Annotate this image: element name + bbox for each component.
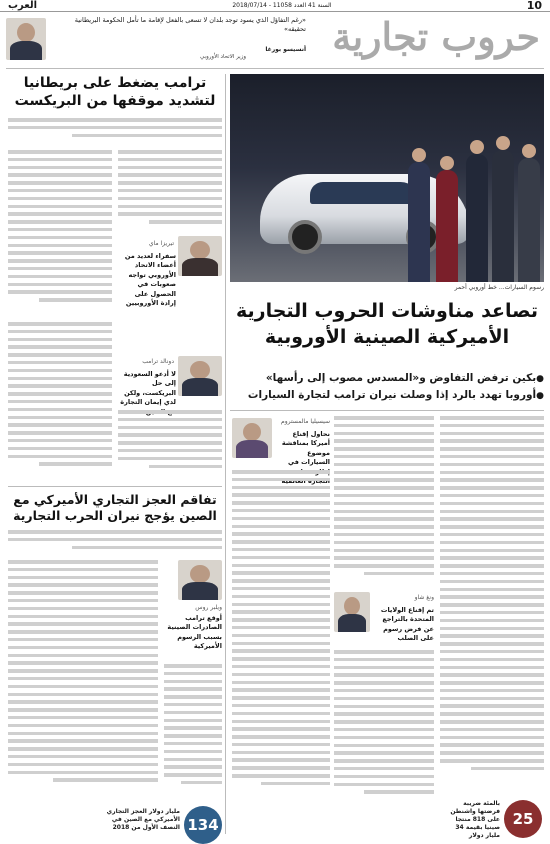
story-deficit-body-2 [164,664,222,802]
stat-badge-25: 25 [504,800,542,838]
story-brexit-lede [8,118,222,146]
story-brexit-headline: ترامب يضغط على بريطانيا لتشديد موقفها من البريكست [14,75,216,110]
quote-author-name: أنسيسو بورغا [265,46,306,53]
theresa-may-portrait [178,236,222,276]
page-number: 10 [526,0,542,12]
top-bar [0,0,550,12]
stat-badge-25-caption: بالمئة ضريبة فرضتها واشنطن على 818 منتجا صينيا بقيمة 34 مليار دولار [450,800,500,840]
main-story-bullets [230,370,544,404]
story-mid-body-2 [118,410,222,480]
story-mid-pull-quote: لا أدعو السعودية إلى حل البريكست، ولكن لدي إيمان التجارة [120,370,176,407]
story-mid-body [8,322,112,480]
main-story-col-1 [440,416,544,790]
column-divider [225,74,226,834]
masthead-quote-text: «رغم التفاؤل الذي يسود توجد بلدان لا تسعى بالفعل لإقامة ما تأمل الحكومة البريطانية تحقيقه» [74,16,306,33]
bullet-item: ● أوروبا تهدد بالرد إذا وصلت نيران ترامب لتجارة السيارات [230,387,544,404]
bullet-item: ● بكين ترفض التفاوض و«المسدس مصوب إلى رأسها» [230,370,544,387]
main-story-col-2b [334,650,434,802]
newspaper-brand: العرب [8,0,38,11]
wilbur-ross-portrait [178,560,222,600]
divider [8,486,222,487]
masthead [0,14,550,66]
story-brexit-col-right [118,150,222,230]
main-story-quote-2: تم إقناع الولايات المتحدة بالتراجع عن فرض رسوم على الصلب [380,606,434,643]
story-brexit-pull-quote: سفراء لعديد من أعضاء الاتحاد الأوروبي تواجه صعوبات في الحصول على إرادة الأوروبيين [124,252,176,308]
story-deficit-pull-quote: أوقع ترامب الصادرات الصينية بسبب الرسوم الأميركية [167,614,222,651]
main-story-col-2 [334,416,434,586]
stat-badge-134-caption: مليار دولار العجز التجاري الأميركي مع الصين في النصف الأول من 2018 [106,808,180,832]
quote-author-portrait [6,18,46,60]
stat-badge-134: 134 [184,806,222,844]
wang-shao-portrait [334,592,370,632]
pull-quote-name-5: سيسيليا مالمستروم [281,418,330,425]
pull-quote-name-4: ونغ شاو [414,594,434,601]
pull-quote-name-3: ويلبر روس [195,604,222,611]
malmstrom-portrait [232,418,272,458]
story-deficit-body [8,560,158,802]
main-story-quote-1: نحاول إقناع أميركا بمناقشة موضوع السيارات في [281,430,330,467]
pull-quote-name-2: دونالد ترامب [142,358,174,365]
divider [230,410,544,411]
story-deficit-lede [8,530,222,552]
masthead-quote [6,16,306,62]
trump-portrait [178,356,222,396]
main-story-headline: تصاعد مناوشات الحروب التجارية الأميركية الصينية الأوروبية [235,300,539,349]
quote-author-role: وزير الاتحاد الأوروبي [200,54,246,60]
divider [6,68,544,69]
photo-caption: رسوم السيارات... خط أوروبي أحمر [454,284,544,291]
pull-quote-name: تيريزا ماي [148,240,174,247]
story-brexit-col-left [8,150,112,318]
main-story-col-3 [232,470,330,802]
issue-date: السنة 41 العدد 11058 - 2018/07/14 [232,2,332,9]
section-title: حروب تجارية [332,14,540,59]
main-photo-car-show [230,74,544,282]
story-deficit-headline: تفاقم العجز التجاري الأميركي مع الصين يؤجج نيران الحرب التجارية [13,492,217,524]
